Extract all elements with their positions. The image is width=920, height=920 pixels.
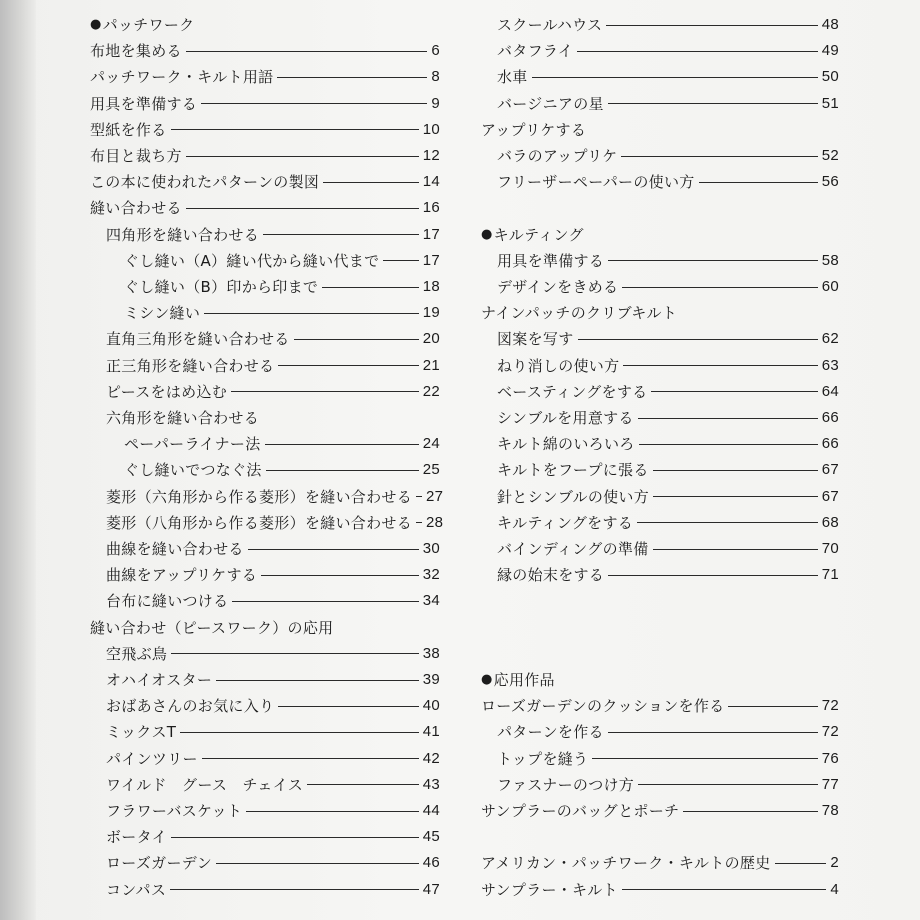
toc-page-number: 60 <box>821 278 839 295</box>
toc-page-number: 66 <box>821 409 839 426</box>
toc-page-number: 66 <box>821 435 839 453</box>
toc-entry-title: ピースをはめ込む <box>106 382 228 401</box>
toc-entry-title: パッチワーク・キルト用語 <box>90 68 274 87</box>
leader-line <box>606 25 817 26</box>
leader-line <box>608 260 818 261</box>
toc-page-number: 77 <box>821 775 839 793</box>
toc-entry <box>497 169 839 195</box>
section-bullet-icon: ● <box>481 672 493 687</box>
toc-entry <box>106 326 440 352</box>
toc-page-number: 51 <box>821 94 839 112</box>
toc-entry <box>106 798 440 824</box>
toc-section-heading <box>481 667 839 693</box>
toc-entry <box>106 353 440 379</box>
leader-line <box>592 758 817 759</box>
toc-entry-title: パインツリー <box>106 749 198 768</box>
toc-entry-title: バージニアの星 <box>497 94 604 113</box>
leader-line <box>263 234 419 235</box>
toc-page-number: 49 <box>821 42 839 60</box>
toc-page-number: 22 <box>422 382 440 400</box>
toc-entry-title: この本に使われたパターンの製図 <box>90 173 320 192</box>
toc-page-number: 21 <box>422 356 440 374</box>
toc-entry-title: サンプラー・キルト <box>481 880 618 899</box>
toc-entry-title: パッチワーク <box>102 16 195 34</box>
leader-line <box>171 129 419 130</box>
leader-line <box>639 444 818 445</box>
toc-page-number: 12 <box>422 147 440 164</box>
toc-entry <box>497 405 839 431</box>
toc-page-number: 68 <box>821 513 839 531</box>
toc-entry-title: デザインをきめる <box>497 278 619 296</box>
toc-page-number: 32 <box>422 566 440 584</box>
toc-entry <box>497 484 839 510</box>
toc-page-number: 40 <box>422 697 440 715</box>
leader-line <box>623 365 817 366</box>
leader-line <box>653 496 818 497</box>
toc-entry <box>90 117 440 143</box>
toc-page-number: 47 <box>422 880 440 898</box>
leader-line <box>261 575 419 576</box>
leader-line <box>622 889 827 890</box>
toc-entry-title: 縁の始末をする <box>497 566 605 585</box>
toc-entry-title: バタフライ <box>497 42 574 61</box>
toc-entry-title: 空飛ぶ鳥 <box>106 644 168 663</box>
leader-line <box>621 156 817 157</box>
toc-entry-title: キルティングをする <box>497 513 634 532</box>
toc-entry-title: おばあさんのお気に入り <box>106 697 275 716</box>
toc-spacer <box>481 195 839 221</box>
toc-page-number: 4 <box>830 880 839 898</box>
toc-page-number: 46 <box>422 854 440 872</box>
toc-page-number: 76 <box>821 749 839 767</box>
toc-page-number: 17 <box>422 251 440 269</box>
leader-line <box>231 391 419 392</box>
toc-page-number: 28 <box>426 513 444 531</box>
toc-entry-title: 台布に縫いつける <box>106 592 229 611</box>
toc-page-number: 25 <box>422 461 440 479</box>
toc-entry-title: 図案を写す <box>497 330 574 349</box>
toc-entry <box>90 195 440 221</box>
toc-page-number: 6 <box>431 42 440 60</box>
toc-entry <box>124 248 440 274</box>
leader-line <box>532 77 818 78</box>
toc-entry-title: ベースティングをする <box>497 382 648 401</box>
toc-page-number: 16 <box>422 199 440 217</box>
toc-entry <box>106 877 440 903</box>
toc-page-number: 48 <box>821 16 839 33</box>
toc-entry <box>497 64 839 90</box>
leader-line <box>201 103 427 104</box>
toc-entry <box>481 693 839 719</box>
leader-line <box>170 889 419 890</box>
toc-entry-title: 菱形（八角形から作る菱形）を縫い合わせる <box>106 513 413 532</box>
toc-entry <box>481 850 839 876</box>
leader-line <box>204 313 419 314</box>
toc-entry-title: ぐし縫い（A）縫い代から縫い代まで <box>124 251 380 270</box>
toc-entry <box>106 405 440 431</box>
toc-entry <box>481 877 839 903</box>
toc-entry <box>497 91 839 117</box>
toc-entry <box>481 117 839 143</box>
toc-page-number: 67 <box>821 487 839 505</box>
leader-line <box>637 522 818 523</box>
toc-entry <box>497 562 839 588</box>
leader-line <box>278 706 418 707</box>
toc-entry-title: ペーパーライナー法 <box>124 435 261 454</box>
toc-entry-title: キルティング <box>493 225 584 244</box>
leader-line <box>577 51 818 52</box>
toc-spacer <box>481 588 839 614</box>
leader-line <box>278 365 418 366</box>
toc-page-number: 9 <box>431 94 440 112</box>
toc-entry <box>106 379 440 405</box>
toc-entry-title: キルトをフープに張る <box>497 461 649 480</box>
toc-page-number: 14 <box>422 173 440 191</box>
leader-line <box>232 601 418 602</box>
toc-entry-title: 布地を集める <box>90 42 182 61</box>
toc-entry <box>497 248 839 274</box>
toc-entry-title: バラのアップリケ <box>497 147 618 165</box>
toc-entry-title: ミシン縫い <box>124 304 201 323</box>
toc-page-number: 24 <box>422 435 440 453</box>
leader-line <box>323 182 419 183</box>
leader-line <box>294 339 419 340</box>
toc-entry <box>497 457 839 483</box>
toc-entry <box>497 143 839 169</box>
toc-entry <box>497 379 839 405</box>
toc-entry <box>106 484 444 510</box>
toc-entry-title: アップリケする <box>481 120 587 139</box>
toc-page-number: 42 <box>422 749 440 767</box>
leader-line <box>608 732 818 733</box>
toc-entry <box>90 169 440 195</box>
toc-entry <box>90 91 440 117</box>
leader-line <box>383 260 418 261</box>
leader-line <box>608 575 818 576</box>
toc-entry <box>90 615 440 641</box>
toc-entry-title: パターンを作る <box>497 723 604 742</box>
toc-page-number: 18 <box>422 278 440 295</box>
leader-line <box>651 391 817 392</box>
toc-section-heading <box>90 12 440 38</box>
leader-line <box>171 837 419 838</box>
toc-entry-title: 菱形（六角形から作る菱形）を縫い合わせる <box>106 487 413 506</box>
toc-entry <box>106 772 440 798</box>
toc-entry-title: 用具を準備する <box>90 94 198 113</box>
toc-page-number: 19 <box>422 304 440 322</box>
toc-entry-title: バインディングの準備 <box>497 540 649 558</box>
toc-spacer <box>481 824 839 850</box>
leader-line <box>202 758 419 759</box>
toc-page-number: 20 <box>422 330 440 348</box>
leader-line <box>266 470 419 471</box>
toc-page-number: 62 <box>821 330 839 348</box>
leader-line <box>683 811 817 812</box>
toc-entry-title: 水車 <box>497 68 528 87</box>
toc-entry-title: シンブルを用意する <box>497 409 634 427</box>
toc-page-number: 72 <box>821 723 839 741</box>
toc-entry <box>497 431 839 457</box>
toc-entry <box>90 143 440 169</box>
leader-line <box>416 522 422 523</box>
section-bullet-icon: ● <box>481 226 493 242</box>
toc-page-number: 8 <box>431 68 440 86</box>
toc-page-number: 50 <box>821 68 839 86</box>
toc-entry-title: 直角三角形を縫い合わせる <box>106 330 290 349</box>
toc-entry <box>106 719 440 745</box>
toc-entry-title: 縫い合わせ（ピースワーク）の応用 <box>90 618 334 637</box>
toc-entry <box>106 824 440 850</box>
toc-entry-title: 型紙を作る <box>90 120 167 139</box>
leader-line <box>216 863 419 864</box>
toc-entry-title: スクールハウス <box>497 16 603 34</box>
leader-line <box>638 784 818 785</box>
toc-page-number: 2 <box>830 854 839 872</box>
leader-line <box>638 418 818 419</box>
toc-page-number: 78 <box>821 802 839 819</box>
toc-entry-title: 曲線を縫い合わせる <box>106 540 244 558</box>
leader-line <box>307 784 419 785</box>
toc-entry <box>481 798 839 824</box>
leader-line <box>653 549 818 550</box>
leader-line <box>728 706 817 707</box>
toc-entry-title: コンパス <box>106 880 167 899</box>
toc-page-number: 41 <box>422 723 440 741</box>
toc-entry <box>106 588 440 614</box>
leader-line <box>277 77 427 78</box>
toc-page-number: 10 <box>422 120 440 138</box>
toc-spacer <box>481 615 839 641</box>
leader-line <box>322 287 419 288</box>
leader-line <box>416 496 422 497</box>
toc-entry <box>106 746 440 772</box>
toc-entry <box>497 746 839 772</box>
toc-entry <box>124 274 440 300</box>
toc-entry-title: 正三角形を縫い合わせる <box>106 356 275 375</box>
toc-entry <box>106 562 440 588</box>
toc-page-number: 71 <box>821 566 839 584</box>
toc-page-number: 63 <box>821 356 839 374</box>
toc-section-heading <box>481 222 839 248</box>
toc-entry-title: キルト綿のいろいろ <box>497 435 635 454</box>
toc-page-number: 39 <box>422 671 440 688</box>
toc-entry-title: 針とシンブルの使い方 <box>497 487 650 506</box>
leader-line <box>775 863 827 864</box>
toc-entry <box>497 12 839 38</box>
toc-entry-title: 布目と裁ち方 <box>90 147 182 165</box>
toc-page-number: 67 <box>821 461 839 479</box>
toc-entry-title: ぐし縫い（B）印から印まで <box>124 278 319 296</box>
toc-page-number: 52 <box>821 147 839 164</box>
toc-entry <box>106 536 440 562</box>
toc-entry <box>497 510 839 536</box>
toc-spacer <box>481 641 839 667</box>
leader-line <box>608 103 818 104</box>
toc-entry <box>90 38 440 64</box>
toc-page-number: 38 <box>422 644 440 662</box>
leader-line <box>216 680 419 681</box>
toc-entry <box>497 353 839 379</box>
toc-entry <box>481 300 839 326</box>
toc-page-number: 30 <box>422 540 440 557</box>
toc-entry-title: アメリカン・パッチワーク・キルトの歴史 <box>481 854 771 873</box>
leader-line <box>186 156 419 157</box>
toc-entry-title: 用具を準備する <box>497 251 605 270</box>
toc-page-number: 43 <box>422 775 440 793</box>
toc-entry-title: 四角形を縫い合わせる <box>106 225 260 244</box>
toc-entry-title: オハイオスター <box>106 671 213 689</box>
toc-entry-title: ワイルド グース チェイス <box>106 775 304 794</box>
toc-page-number: 17 <box>422 225 440 243</box>
toc-entry-title: ナインパッチのクリブキルト <box>481 304 678 323</box>
toc-page-number: 58 <box>821 251 839 269</box>
leader-line <box>186 208 419 209</box>
toc-page-number: 72 <box>821 697 839 715</box>
toc-entry-title: ねり消しの使い方 <box>497 356 620 375</box>
toc-entry <box>497 274 839 300</box>
leader-line <box>653 470 818 471</box>
leader-line <box>265 444 419 445</box>
toc-page-number: 56 <box>821 173 839 191</box>
toc-entry <box>497 38 839 64</box>
toc-entry-title: フラワーバスケット <box>106 802 243 820</box>
toc-page-number: 70 <box>821 540 839 557</box>
section-bullet-icon: ● <box>90 17 102 32</box>
toc-entry-title: ローズガーデン <box>106 854 213 873</box>
toc-page-number: 34 <box>422 592 440 610</box>
leader-line <box>248 549 419 550</box>
toc-entry <box>497 719 839 745</box>
toc-entry-title: サンプラーのバッグとポーチ <box>481 802 680 820</box>
toc-entry-title: ローズガーデンのクッションを作る <box>481 697 725 716</box>
toc-entry-title: トップを縫う <box>497 749 589 768</box>
toc-entry <box>106 693 440 719</box>
toc-entry <box>124 457 440 483</box>
toc-page-number: 27 <box>426 487 444 505</box>
leader-line <box>171 653 419 654</box>
leader-line <box>186 51 428 52</box>
toc-entry <box>124 431 440 457</box>
leader-line <box>180 732 418 733</box>
toc-entry-title: ファスナーのつけ方 <box>497 775 635 794</box>
leader-line <box>699 182 818 183</box>
toc-entry-title: 曲線をアップリケする <box>106 566 258 585</box>
leader-line <box>246 811 419 812</box>
leader-line <box>622 287 817 288</box>
toc-entry-title: 縫い合わせる <box>90 199 182 218</box>
toc-page-number: 44 <box>422 802 440 819</box>
toc-entry-title: ボータイ <box>106 828 167 847</box>
page-shadow <box>0 0 36 920</box>
toc-entry-title: 応用作品 <box>493 671 555 689</box>
toc-entry-title: 六角形を縫い合わせる <box>106 409 260 427</box>
toc-entry <box>106 850 440 876</box>
toc-entry <box>90 64 440 90</box>
toc-entry <box>106 667 440 693</box>
toc-entry <box>497 536 839 562</box>
leader-line <box>578 339 818 340</box>
toc-entry <box>106 510 444 536</box>
toc-entry-title: フリーザーペーパーの使い方 <box>497 173 695 192</box>
toc-page-number: 45 <box>422 828 440 846</box>
toc-entry <box>106 222 440 248</box>
toc-entry-title: ミックスT <box>106 723 177 742</box>
toc-entry-title: ぐし縫いでつなぐ法 <box>124 461 262 480</box>
toc-entry <box>124 300 440 326</box>
toc-entry <box>106 641 440 667</box>
toc-entry <box>497 772 839 798</box>
toc-page-number: 64 <box>821 382 839 400</box>
toc-entry <box>497 326 839 352</box>
